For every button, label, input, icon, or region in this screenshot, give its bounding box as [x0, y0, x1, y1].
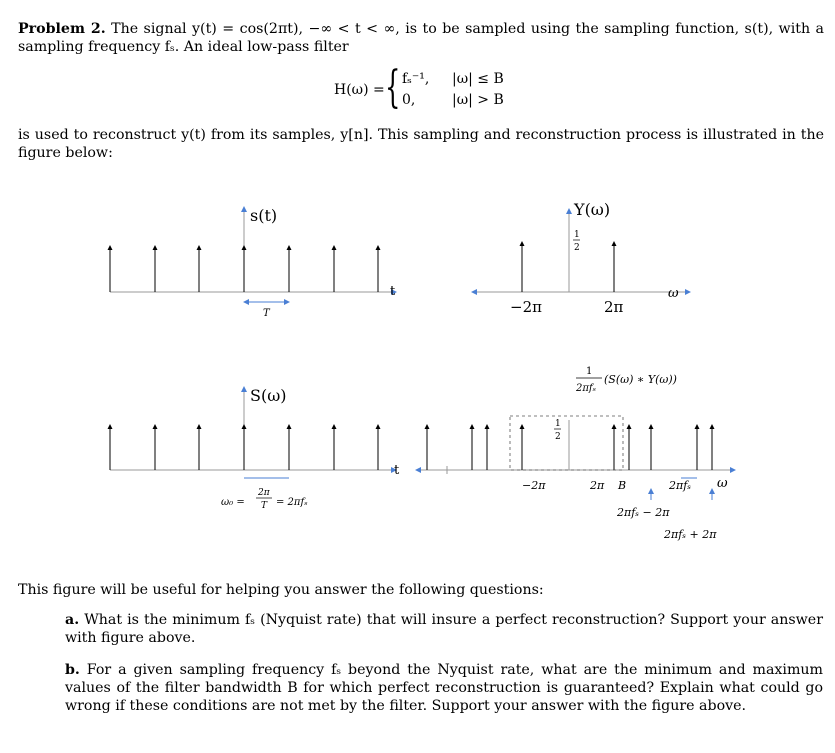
st-impulse-2-head — [197, 245, 202, 250]
st-impulse-3-head — [242, 245, 247, 250]
yw-axis-label: ω — [668, 286, 679, 301]
conv-pointer-minus-head — [648, 488, 654, 494]
sw-frac-den: T — [261, 501, 268, 511]
st-period-label: T — [263, 308, 270, 319]
st-axis-label: t — [390, 284, 396, 299]
sw-impulse-6-head — [376, 424, 381, 429]
sw-impulse-3-head — [242, 424, 247, 429]
sw-vertical-arrowhead — [241, 386, 247, 392]
st-impulse-4-head — [287, 245, 292, 250]
problem-intro-text: The signal y(t) = cos(2πt), −∞ < t < ∞, is to be sampled using the sampling function, s(t), with a sampling frequency fₛ. An ideal low-pass filter — [18, 21, 824, 55]
conv-impulse-3-head — [520, 424, 525, 429]
conv-axis-arrow-left — [415, 467, 421, 473]
conv-impulse-1-head — [470, 424, 475, 429]
st-impulse-0-head — [108, 245, 113, 250]
reconstruction-text: is used to reconstruct y(t) from its samples, y[n]. This sampling and reconstruction process is illustrated in the figure below: — [18, 127, 824, 161]
conv-impulse-4-head — [612, 424, 617, 429]
sw-impulse-0-head — [108, 424, 113, 429]
st-period-arrow-right — [284, 299, 290, 305]
yw-axis-arrow-left — [471, 289, 477, 295]
st-label: s(t) — [250, 206, 278, 225]
conv-tick-2pifs: 2πfₛ — [669, 479, 692, 492]
case2-condition: |ω| > B — [452, 92, 504, 108]
case1-value: fₛ⁻¹, — [402, 71, 430, 87]
conv-impulse-5-head — [627, 424, 632, 429]
conv-lower-label-minus: 2πfₛ − 2π — [617, 506, 670, 519]
sw-impulse-4-head — [287, 424, 292, 429]
conv-tick-2pi: 2π — [590, 479, 605, 492]
conv-impulse-0-head — [425, 424, 430, 429]
yw-neg-tick: −2π — [510, 298, 542, 316]
conv-lower-label-plus: 2πfₛ + 2π — [664, 528, 717, 541]
figure-note: This figure will be useful for helping you answer the following questions: — [18, 582, 544, 598]
question-b-label: b. — [65, 662, 80, 678]
conv-impulse-7-head — [695, 424, 700, 429]
problem-heading: Problem 2. — [18, 21, 106, 37]
question-a-label: a. — [65, 612, 80, 628]
st-impulse-6-head — [376, 245, 381, 250]
st-vertical-arrowhead — [241, 206, 247, 212]
yw-label: Y(ω) — [574, 200, 611, 219]
yw-height-num: 1 — [574, 230, 580, 240]
question-a-text: What is the minimum fₛ (Nyquist rate) that will insure a perfect reconstruction? Support your answer with figure above. — [65, 612, 823, 646]
conv-label-num: 1 — [586, 366, 593, 377]
st-period-arrow-left — [243, 299, 249, 305]
st-impulse-1-head — [153, 245, 158, 250]
conv-label-rest: (S(ω) ∗ Y(ω)) — [604, 373, 677, 386]
conv-height-den: 2 — [555, 432, 561, 442]
sw-label: S(ω) — [250, 386, 287, 405]
yw-axis-arrow-right — [685, 289, 691, 295]
yw-impulse-pos-head — [612, 241, 617, 246]
filter-lhs: H(ω) = — [334, 82, 385, 98]
conv-axis-arrow-right — [730, 467, 736, 473]
conv-impulse-8-head — [710, 424, 715, 429]
conv-axis-label: ω — [717, 476, 728, 491]
conv-pointer-plus-head — [709, 488, 715, 494]
question-a — [65, 611, 823, 647]
case2-value: 0, — [402, 92, 416, 108]
sw-axis-label: t — [394, 463, 400, 478]
sw-impulse-5-head — [332, 424, 337, 429]
yw-impulse-neg-head — [520, 241, 525, 246]
sw-omega0: ω₀ = — [221, 497, 245, 508]
conv-tick-neg2pi: −2π — [522, 479, 546, 492]
st-impulse-5-head — [332, 245, 337, 250]
sw-impulse-2-head — [197, 424, 202, 429]
yw-height-den: 2 — [574, 243, 580, 253]
sw-impulse-1-head — [153, 424, 158, 429]
case-brace: { — [385, 62, 401, 113]
case1-condition: |ω| ≤ B — [452, 71, 504, 87]
yw-pos-tick: 2π — [604, 298, 624, 316]
question-b — [65, 661, 823, 715]
filter-passband-box — [510, 416, 623, 470]
conv-label-den: 2πfₛ — [576, 383, 597, 394]
conv-tick-b: B — [618, 479, 627, 492]
question-b-text: For a given sampling frequency fₛ beyond the Nyquist rate, what are the minimum and maximum values of the filter bandwidth B for which perfect reconstruction is guaranteed? Explain what could go wrong if these conditions are not met by the filter. Support your answer with the figure above. — [65, 662, 823, 714]
conv-impulse-6-head — [649, 424, 654, 429]
conv-impulse-2-head — [485, 424, 490, 429]
sw-frac-num: 2π — [258, 488, 270, 498]
conv-height-num: 1 — [555, 419, 561, 429]
yw-vertical-arrowhead — [566, 208, 572, 214]
sw-omega0-rhs: = 2πfₛ — [276, 497, 308, 508]
